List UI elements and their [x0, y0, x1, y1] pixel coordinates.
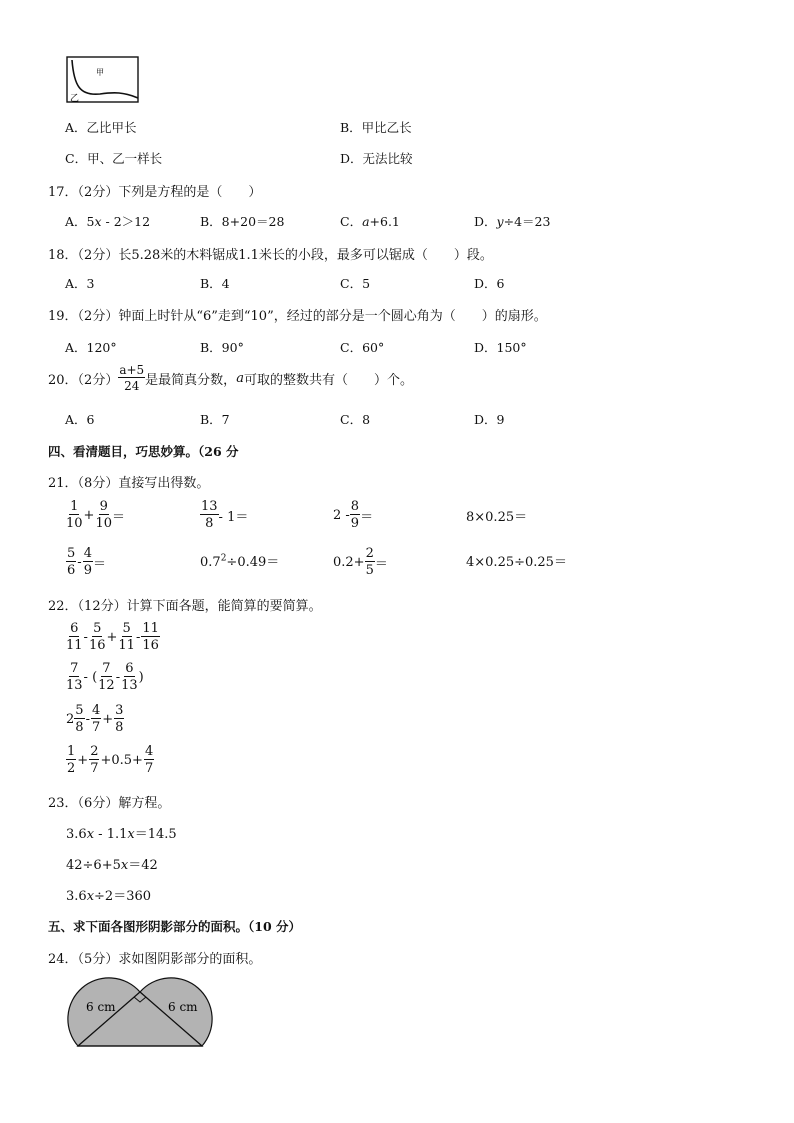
q21-expr-5: $\frac{5}{6}$ - $\frac{4}{9}$ ＝	[67, 546, 106, 578]
q18-option-a: A．3	[65, 276, 95, 291]
label-left-leg: 6 cm	[86, 1000, 116, 1014]
q21-expr-2: $\frac{13}{8}$ - 1＝	[201, 499, 249, 531]
q18-option-d: D．6	[474, 276, 505, 291]
q22-line-2: $\frac{7}{13}$ - ( $\frac{7}{12}$ - $\frac{6}{13}$ )	[66, 661, 144, 693]
label-jia: 甲	[96, 68, 104, 77]
q21-expr-8: 4×0.25÷0.25＝	[466, 555, 567, 570]
q22-line-4: $\frac{1}{2}$ + $\frac{2}{7}$ +0.5+ $\frac{4}{7}$	[67, 744, 154, 776]
q20-option-b: B．7	[200, 412, 230, 427]
q24-stem: 24．（5分）求如图阴影部分的面积。	[48, 952, 262, 967]
q17-option-c: C．a+6.1	[340, 214, 400, 229]
q16-option-b: B．甲比乙长	[340, 120, 412, 135]
q22-line-3: 2 $\frac{5}{8}$ - $\frac{4}{7}$ + $\frac{3}{8}$	[66, 703, 124, 735]
q20-option-d: D．9	[474, 412, 505, 427]
section-4-heading: 四、看清题目，巧思妙算。（26 分	[48, 444, 239, 459]
q16-option-c: C．甲、乙一样长	[65, 151, 163, 166]
q23-equation-3: 3.6x÷2＝360	[66, 889, 152, 904]
q16-option-a: A．乙比甲长	[65, 120, 137, 135]
q21-expr-6: $0.7^2\div 0.49=$	[200, 553, 280, 570]
q17-option-a: A．5x - 2＞12	[65, 214, 151, 229]
q21-stem: 21．（8分）直接写出得数。	[48, 476, 210, 491]
q20-option-a: A．6	[65, 412, 95, 427]
q23-stem: 23．（6分）解方程。	[48, 796, 171, 811]
q16-figure	[66, 56, 140, 104]
q21-expr-3: 2 - $\frac{8}{9}$ ＝	[333, 499, 374, 531]
q23-equation-2: 42÷6+5x＝42	[66, 858, 158, 873]
q18-option-b: B．4	[200, 276, 230, 291]
q16-option-d: D．无法比较	[340, 151, 413, 166]
q20-option-c: C．8	[340, 412, 371, 427]
q19-option-c: C．60°	[340, 340, 385, 355]
q22-stem: 22．（12分）计算下面各题，能简算的要简算。	[48, 599, 322, 614]
q19-option-d: D．150°	[474, 340, 527, 355]
q21-expr-7: 0.2+ $\frac{2}{5}$ ＝	[333, 546, 388, 578]
label-right-leg: 6 cm	[168, 1000, 198, 1014]
q21-expr-1: $\frac{1}{10}$ + $\frac{9}{10}$ ＝	[66, 499, 126, 531]
q19-option-a: A．120°	[65, 340, 117, 355]
section-5-heading: 五、求下面各图形阴影部分的面积。（10 分）	[48, 919, 301, 934]
q20-fraction: $\frac{a+5}{24}$	[119, 363, 145, 393]
q17-option-d: D．y÷4＝23	[474, 214, 551, 229]
q22-line-1: $\frac{6}{11}$ - $\frac{5}{16}$ + $\frac{5}{11}$ - $\frac{11}{16}$	[66, 621, 159, 653]
q17-option-b: B．8+20＝28	[200, 214, 285, 229]
q18-option-c: C．5	[340, 276, 371, 291]
q17-stem: 17．（2分）下列是方程的是（ ）	[48, 185, 262, 200]
q19-stem: 19．（2分）钟面上时针从“6”走到“10”，经过的部分是一个圆心角为（ ）的扇形。	[48, 309, 547, 324]
label-yi: 乙	[70, 94, 80, 104]
q24-figure	[62, 970, 218, 1050]
q20-stem: 20．（2分） $\frac{a+5}{24}$ 是最简真分数， a 可取的整数共有（ ）个。	[48, 363, 413, 393]
q23-equation-1: 3.6x - 1.1x＝14.5	[66, 827, 177, 842]
q18-stem: 18．（2分）长5.28米的木料锯成1.1米长的小段，最多可以锯成（ ）段。	[48, 248, 493, 263]
q21-expr-4: 8×0.25＝	[466, 510, 528, 525]
q19-option-b: B．90°	[200, 340, 244, 355]
